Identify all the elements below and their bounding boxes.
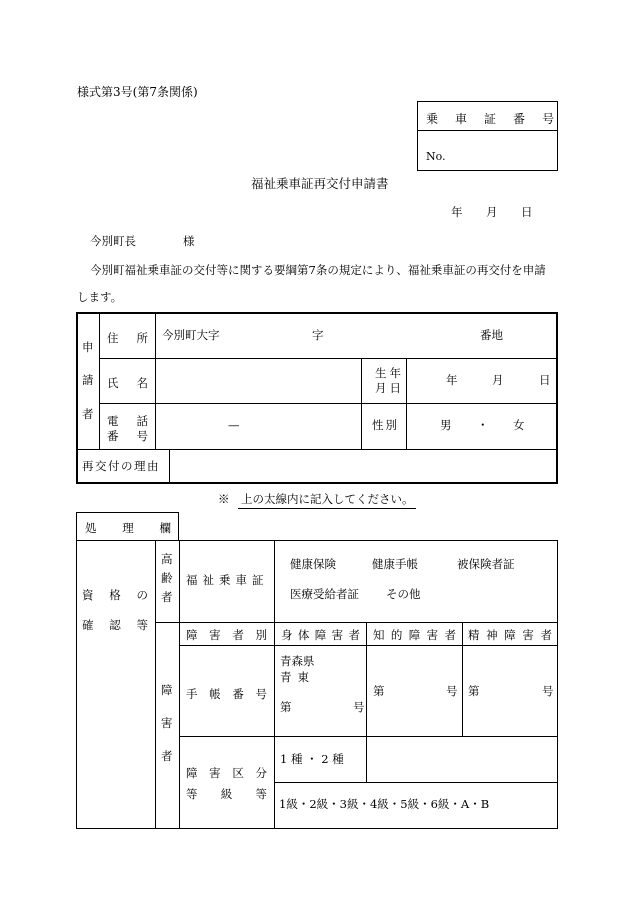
gender-female[interactable]: 女: [513, 418, 525, 432]
phone-label-2: 番 号: [107, 429, 148, 443]
form-number: 様式第3号(第7条関係): [77, 85, 198, 99]
mental-dai: 第: [468, 684, 480, 698]
pref-aomori: 青森県: [280, 654, 315, 668]
body-text-line2: します。: [77, 290, 123, 304]
processing-table: [76, 540, 558, 829]
gender-label: 性別: [372, 418, 399, 432]
option-health-notebook: 健康手帳: [372, 557, 418, 571]
option-other: その他: [386, 587, 421, 601]
grade-options: 1級・2級・3級・4級・5級・6級・A・B: [279, 797, 490, 811]
physical-dai: 第: [280, 700, 292, 714]
address-banchi: 番地: [480, 328, 503, 342]
qualification-label-1: 資 格 の: [82, 588, 148, 602]
disabled-label-3: 者: [161, 749, 173, 763]
mental-gou: 号: [542, 684, 554, 698]
birth-day: 日: [539, 373, 551, 387]
phone-dash: —: [228, 418, 240, 432]
option-medical-card: 医療受給者証: [290, 587, 359, 601]
welfare-card-label: 福祉乗車証: [186, 573, 269, 587]
date-year: 年: [451, 205, 463, 219]
address-label: 住 所: [107, 331, 148, 345]
intellectual-gou: 号: [446, 684, 458, 698]
body-text-line1: 今別町福祉乗車証の交付等に関する要綱第7条の規定により、福祉乗車証の再交付を申請: [90, 263, 546, 277]
disability-type-label: 障 害 者 別: [186, 628, 267, 642]
qualification-label-2: 確 認 等: [82, 618, 148, 632]
reason-label: 再交付の理由: [82, 459, 160, 473]
applicant-label-2: 請: [82, 373, 94, 387]
mental-disability: 精 神 障 害 者: [468, 628, 552, 642]
disabled-label-1: 障: [161, 683, 173, 697]
form-title: 福祉乗車証再交付申請書: [251, 176, 389, 191]
class-label-1: 障 害 区 分: [186, 766, 267, 780]
intellectual-dai: 第: [373, 684, 385, 698]
address-aza: 字: [312, 328, 324, 342]
note-text: ※ 上の太線内に記入してください。: [218, 492, 414, 506]
gender-dot: ・: [477, 418, 489, 432]
option-insured-card: 被保険者証: [457, 557, 515, 571]
card-number-box: [417, 101, 572, 171]
elderly-label-3: 者: [161, 590, 173, 604]
birth-month: 月: [492, 373, 504, 387]
addressee-name: 今別町長: [90, 234, 136, 248]
name-field[interactable]: [157, 360, 359, 402]
elderly-label-1: 高: [161, 552, 173, 566]
birth-year: 年: [446, 373, 458, 387]
city-seito: 青東: [280, 670, 315, 684]
elderly-label-2: 齢: [161, 571, 173, 585]
date-month: 月: [486, 205, 498, 219]
applicant-label-1: 申: [82, 340, 94, 354]
birth-label-1: 生年: [375, 366, 404, 380]
phone-label-1: 電 話: [107, 414, 148, 428]
applicant-label-3: 者: [82, 407, 94, 421]
disabled-label-2: 害: [161, 716, 173, 730]
addressee-honorific: 様: [183, 234, 195, 248]
address-prefix: 今別町大字: [162, 328, 220, 342]
physical-disability: 身 体 障 害 者: [281, 628, 360, 642]
reason-field[interactable]: [171, 451, 555, 482]
notebook-number-label: 手 帳 番 号: [186, 687, 267, 701]
class-label-2: 等 級 等: [186, 787, 267, 801]
card-number-label: 乗 車 証 番 号: [426, 112, 572, 126]
physical-gou: 号: [353, 700, 365, 714]
card-number-no: No.: [426, 150, 446, 163]
date-day: 日: [521, 205, 533, 219]
name-label: 氏 名: [107, 376, 148, 390]
gender-male[interactable]: 男: [440, 418, 452, 432]
processing-title: 処 理 欄: [85, 521, 171, 535]
birth-label-2: 月日: [375, 381, 404, 395]
intellectual-disability: 知 的 障 害 者: [373, 628, 456, 642]
option-health-insurance: 健康保険: [290, 557, 336, 571]
kind-options: 1 種 ・ 2 種: [280, 752, 344, 766]
